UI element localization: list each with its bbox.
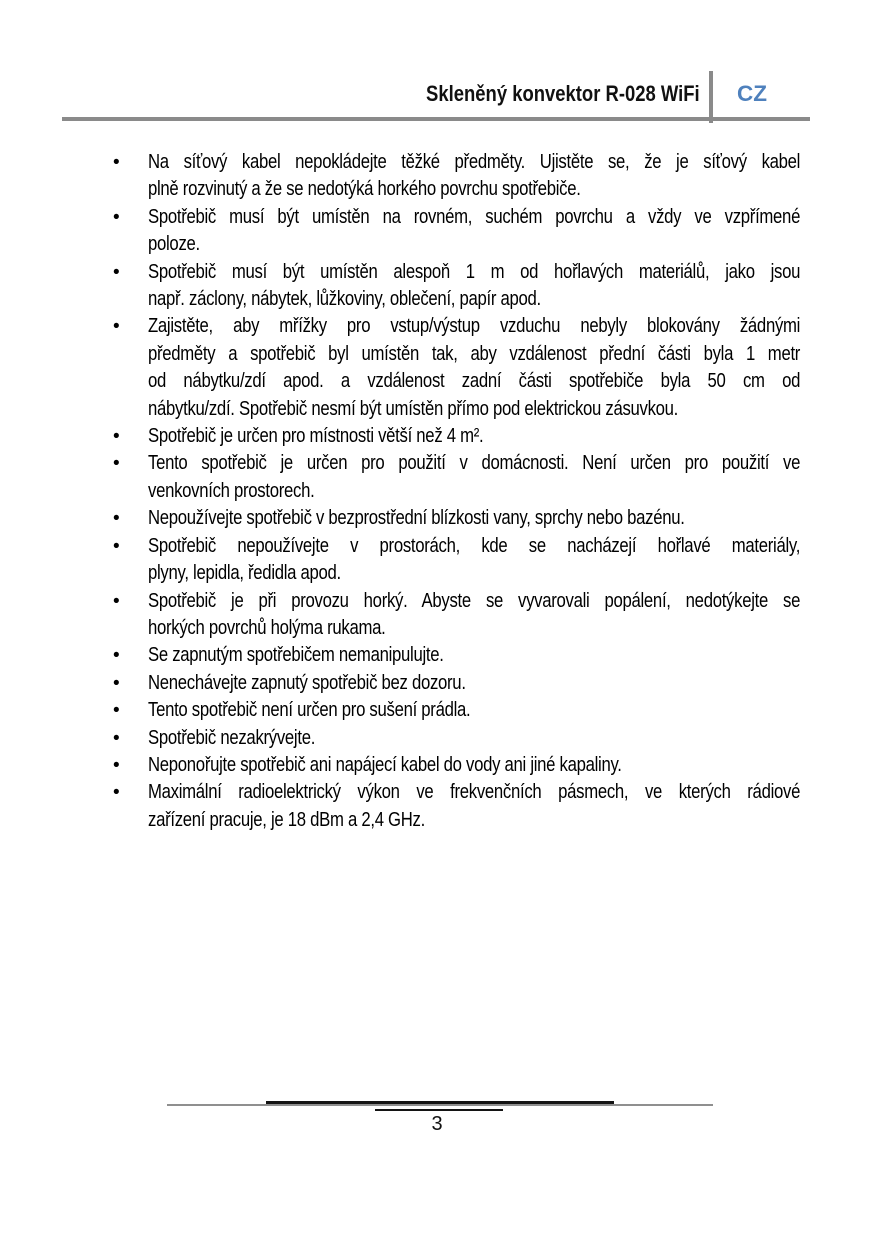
text-line: Neponořujte spotřebič ani napájecí kabel do vody ani jiné kapaliny.	[148, 753, 622, 776]
list-item-text	[148, 642, 800, 669]
text-line: plyny, lepidla, ředidla apod.	[148, 562, 341, 585]
list-item-text	[148, 149, 800, 204]
text-line: zařízení pracuje, je 18 dBm a 2,4 GHz.	[148, 808, 425, 831]
bullet-icon: •	[113, 206, 120, 228]
text-line: Tento spotřebič není určen pro sušení prádla.	[148, 699, 471, 722]
text-line: Maximální radioelektrický výkon ve frekvenčních pásmech, ve kterých rádiové	[148, 781, 801, 804]
text-line: Spotřebič je určen pro místnosti větší než 4 m².	[148, 425, 484, 448]
bullet-icon: •	[113, 316, 120, 338]
text-line: předměty a spotřebič byl umístěn tak, aby vzdálenost přední části byla 1 metr	[148, 342, 801, 365]
text-line: nábytku/zdí. Spotřebič nesmí být umístěn přímo pod elektrickou zásuvkou.	[148, 397, 679, 420]
bullet-icon: •	[113, 672, 120, 694]
list-item	[62, 505, 802, 532]
list-item	[62, 313, 802, 423]
list-item	[62, 423, 802, 450]
list-item	[62, 533, 802, 588]
list-item-text	[148, 204, 800, 259]
list-item-text	[148, 533, 800, 588]
text-line: Nepoužívejte spotřebič v bezprostřední blízkosti vany, sprchy nebo bazénu.	[148, 507, 685, 530]
bullet-icon: •	[113, 535, 120, 557]
list-item	[62, 670, 802, 697]
header-vertical-divider	[709, 71, 713, 123]
text-line: horkých povrchů holýma rukama.	[148, 616, 386, 639]
list-item	[62, 642, 802, 669]
page-title: Skleněný konvektor R-028 WiFi	[426, 81, 700, 106]
bullet-icon: •	[113, 590, 120, 612]
bullet-icon: •	[113, 426, 120, 448]
text-line: Zajistěte, aby mřížky pro vstup/výstup vzduchu nebyly blokovány žádnými	[148, 315, 801, 338]
list-item-text	[148, 670, 800, 697]
text-line: poloze.	[148, 233, 200, 256]
footer-divider-line	[266, 1101, 614, 1104]
text-line: Na síťový kabel nepokládejte těžké předměty. Ujistěte se, že je síťový kabel	[148, 151, 801, 173]
bullet-icon: •	[113, 782, 120, 804]
list-item	[62, 204, 802, 259]
list-item-text	[148, 697, 800, 724]
list-item	[62, 779, 802, 834]
list-item	[62, 259, 802, 314]
bullet-icon: •	[113, 261, 120, 283]
header-rule	[62, 117, 810, 121]
list-item-text	[148, 752, 800, 779]
bullet-icon: •	[113, 754, 120, 776]
text-line: od nábytku/zdí apod. a vzdálenost zadní části spotřebiče byla 50 cm od	[148, 370, 801, 393]
list-item-text	[148, 259, 800, 314]
bullet-icon: •	[113, 700, 120, 722]
list-item-text	[148, 313, 800, 423]
text-line: Spotřebič musí být umístěn alespoň 1 m od hořlavých materiálů, jako jsou	[148, 260, 801, 283]
list-item	[62, 450, 802, 505]
bullet-icon: •	[113, 645, 120, 667]
list-item-text	[148, 505, 800, 532]
page-number: 3	[431, 1113, 443, 1135]
bullet-icon: •	[113, 152, 120, 173]
list-item-text	[148, 588, 800, 643]
footer-rule	[167, 1104, 713, 1106]
language-badge: CZ	[737, 81, 767, 106]
list-item-text	[148, 423, 800, 450]
list-item	[62, 588, 802, 643]
text-line: Nenechávejte zapnutý spotřebič bez dozoru.	[148, 671, 466, 694]
list-item	[62, 725, 802, 752]
list-item-text	[148, 779, 800, 834]
list-item-text	[148, 725, 800, 752]
text-line: Se zapnutým spotřebičem nemanipulujte.	[148, 644, 444, 667]
bullet-icon: •	[113, 727, 120, 749]
footer-short-divider-line	[375, 1109, 503, 1111]
list-item	[62, 697, 802, 724]
list-item	[62, 149, 802, 204]
list-item-text	[148, 450, 800, 505]
bullet-icon: •	[113, 508, 120, 530]
list-item	[62, 752, 802, 779]
text-line: Spotřebič je při provozu horký. Abyste se vyvarovali popálení, nedotýkejte se	[148, 589, 801, 612]
text-line: Spotřebič nezakrývejte.	[148, 726, 316, 749]
text-line: Spotřebič musí být umístěn na rovném, suchém povrchu a vždy ve vzpřímené	[148, 205, 801, 228]
text-line: plně rozvinutý a že se nedotýká horkého povrchu spotřebiče.	[148, 178, 581, 201]
text-line: např. záclony, nábytek, lůžkoviny, oblečení, papír apod.	[148, 288, 541, 311]
text-line: Spotřebič nepoužívejte v prostorách, kde se nacházejí hořlavé materiály,	[148, 534, 801, 557]
text-line: venkovních prostorech.	[148, 479, 315, 502]
safety-list	[62, 149, 802, 834]
text-line: Tento spotřebič je určen pro použití v domácnosti. Není určen pro použití ve	[148, 452, 801, 475]
bullet-icon: •	[113, 453, 120, 475]
